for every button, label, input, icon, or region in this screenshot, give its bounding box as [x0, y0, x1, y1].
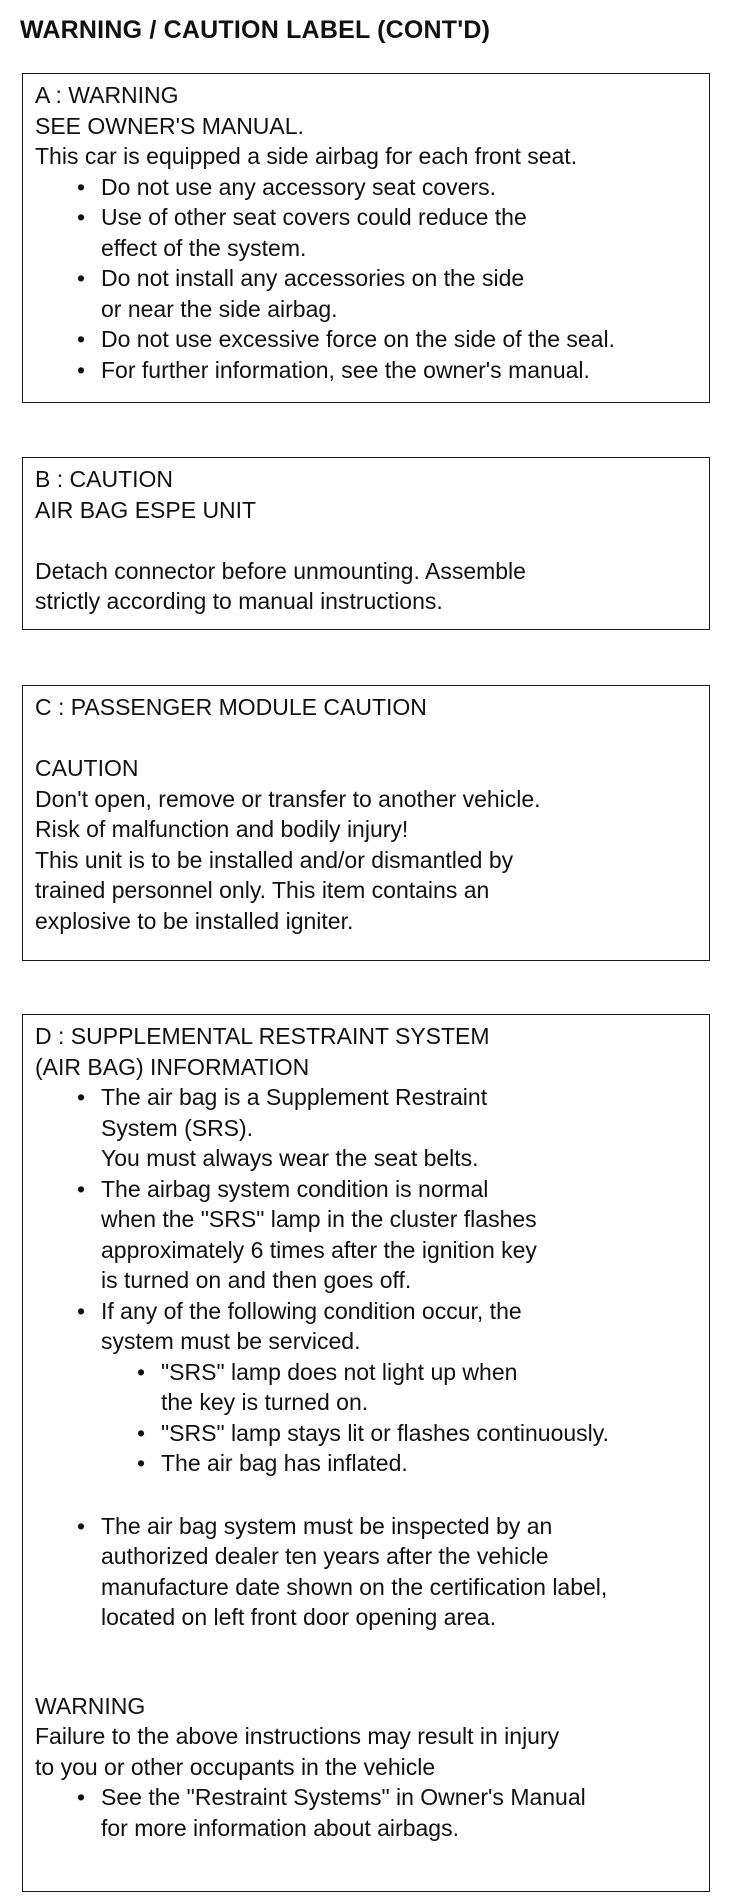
- bullet-icon: •: [77, 1784, 86, 1810]
- list-item-text: Do not use excessive force on the side of the seal.: [101, 326, 615, 352]
- list-item: [35, 202, 699, 263]
- list-item: [35, 1174, 699, 1296]
- list-item-text: located on left front door opening area.: [101, 1604, 497, 1630]
- list-item-text: If any of the following condition occur, the: [101, 1297, 522, 1324]
- box-b-subheading: AIR BAG ESPE UNIT: [35, 496, 257, 523]
- list-item: [35, 172, 699, 203]
- label-box-a: [22, 73, 710, 403]
- box-c-subheading: CAUTION: [35, 755, 139, 781]
- list-item: [35, 1448, 699, 1479]
- box-a-subheading: SEE OWNER'S MANUAL.: [35, 112, 304, 139]
- list-item: [35, 1357, 699, 1418]
- list-item-text: system must be serviced.: [101, 1328, 361, 1354]
- bullet-icon: •: [77, 173, 86, 200]
- list-item-text: You must always wear the seat belts.: [101, 1145, 479, 1171]
- box-d-warning-heading: WARNING: [35, 1692, 146, 1719]
- list-item-text: effect of the system.: [101, 234, 307, 261]
- list-item-text: "SRS" lamp stays lit or flashes continuously.: [161, 1419, 609, 1446]
- bullet-icon: •: [137, 1419, 146, 1446]
- list-item-text: The air bag system must be inspected by an: [101, 1512, 553, 1539]
- box-d-warning-line: to you or other occupants in the vehicle: [35, 1753, 436, 1780]
- list-item: [35, 1418, 699, 1449]
- label-box-c: [22, 685, 710, 961]
- box-c-body-line: Don't open, remove or transfer to another vehicle.: [35, 785, 541, 812]
- box-d-bullet-list-2: [35, 1511, 699, 1633]
- bullet-icon: •: [137, 1450, 146, 1476]
- list-item-text: approximately 6 times after the ignition key: [101, 1236, 537, 1263]
- box-c-body-line: explosive to be installed igniter.: [35, 907, 354, 934]
- bullet-icon: •: [77, 204, 86, 230]
- bullet-icon: •: [77, 1084, 86, 1110]
- list-item: [35, 1296, 699, 1357]
- list-item-text: The air bag is a Supplement Restraint: [101, 1084, 488, 1110]
- list-item-text: Do not use any accessory seat covers.: [101, 173, 497, 200]
- box-a-intro: This car is equipped a side airbag for each front seat.: [35, 143, 578, 169]
- list-item-text: The airbag system condition is normal: [101, 1175, 489, 1202]
- bullet-icon: •: [77, 1297, 86, 1324]
- list-item-text: the key is turned on.: [161, 1389, 369, 1415]
- list-item-text: Do not install any accessories on the side: [101, 265, 525, 291]
- bullet-icon: •: [77, 1512, 86, 1539]
- bullet-icon: •: [77, 265, 86, 291]
- box-d-warning-bullet-list: [35, 1782, 699, 1843]
- box-b-body-line: Detach connector before unmounting. Assemble: [35, 557, 526, 584]
- list-item-text: is turned on and then goes off.: [101, 1267, 412, 1293]
- box-b-body-line: strictly according to manual instructions.: [35, 588, 443, 614]
- box-c-body-line: This unit is to be installed and/or dismantled by: [35, 846, 514, 873]
- box-b-heading: B : CAUTION: [35, 466, 174, 492]
- box-d-sub-bullet-list: [35, 1357, 699, 1479]
- list-item-text: when the "SRS" lamp in the cluster flashes: [101, 1206, 537, 1232]
- list-item-text: See the "Restraint Systems" in Owner's Manual: [101, 1784, 586, 1810]
- list-item-text: manufacture date shown on the certification label,: [101, 1573, 608, 1600]
- list-item-text: or near the side airbag.: [101, 295, 338, 322]
- bullet-icon: •: [77, 1175, 86, 1202]
- list-item: [35, 1782, 699, 1843]
- label-box-d: [22, 1014, 710, 1892]
- label-box-b: [22, 457, 710, 630]
- box-a-heading: A : WARNING: [35, 82, 179, 108]
- list-item: [35, 355, 699, 386]
- bullet-icon: •: [77, 356, 86, 383]
- list-item-text: for more information about airbags.: [101, 1814, 459, 1841]
- list-item-text: The air bag has inflated.: [161, 1450, 408, 1476]
- list-item-text: For further information, see the owner's manual.: [101, 356, 590, 383]
- list-item: [35, 263, 699, 324]
- box-d-warning-line: Failure to the above instructions may result in injury: [35, 1723, 560, 1749]
- bullet-icon: •: [137, 1358, 146, 1385]
- list-item-text: System (SRS).: [101, 1114, 254, 1141]
- list-item-text: Use of other seat covers could reduce the: [101, 204, 527, 230]
- box-d-heading: (AIR BAG) INFORMATION: [35, 1053, 310, 1080]
- page-title: WARNING / CAUTION LABEL (CONT'D): [20, 16, 491, 44]
- list-item: [35, 1511, 699, 1633]
- list-item: [35, 324, 699, 355]
- box-a-bullet-list: [35, 172, 699, 386]
- box-c-body-line: Risk of malfunction and bodily injury!: [35, 816, 409, 842]
- bullet-icon: •: [77, 326, 86, 352]
- list-item-text: "SRS" lamp does not light up when: [161, 1358, 518, 1385]
- box-c-body-line: trained personnel only. This item contains an: [35, 877, 490, 903]
- box-c-heading: C : PASSENGER MODULE CAUTION: [35, 694, 427, 720]
- list-item: [35, 1082, 699, 1174]
- list-item-text: authorized dealer ten years after the vehicle: [101, 1543, 549, 1569]
- box-d-heading: D : SUPPLEMENTAL RESTRAINT SYSTEM: [35, 1023, 490, 1049]
- box-d-bullet-list: [35, 1082, 699, 1357]
